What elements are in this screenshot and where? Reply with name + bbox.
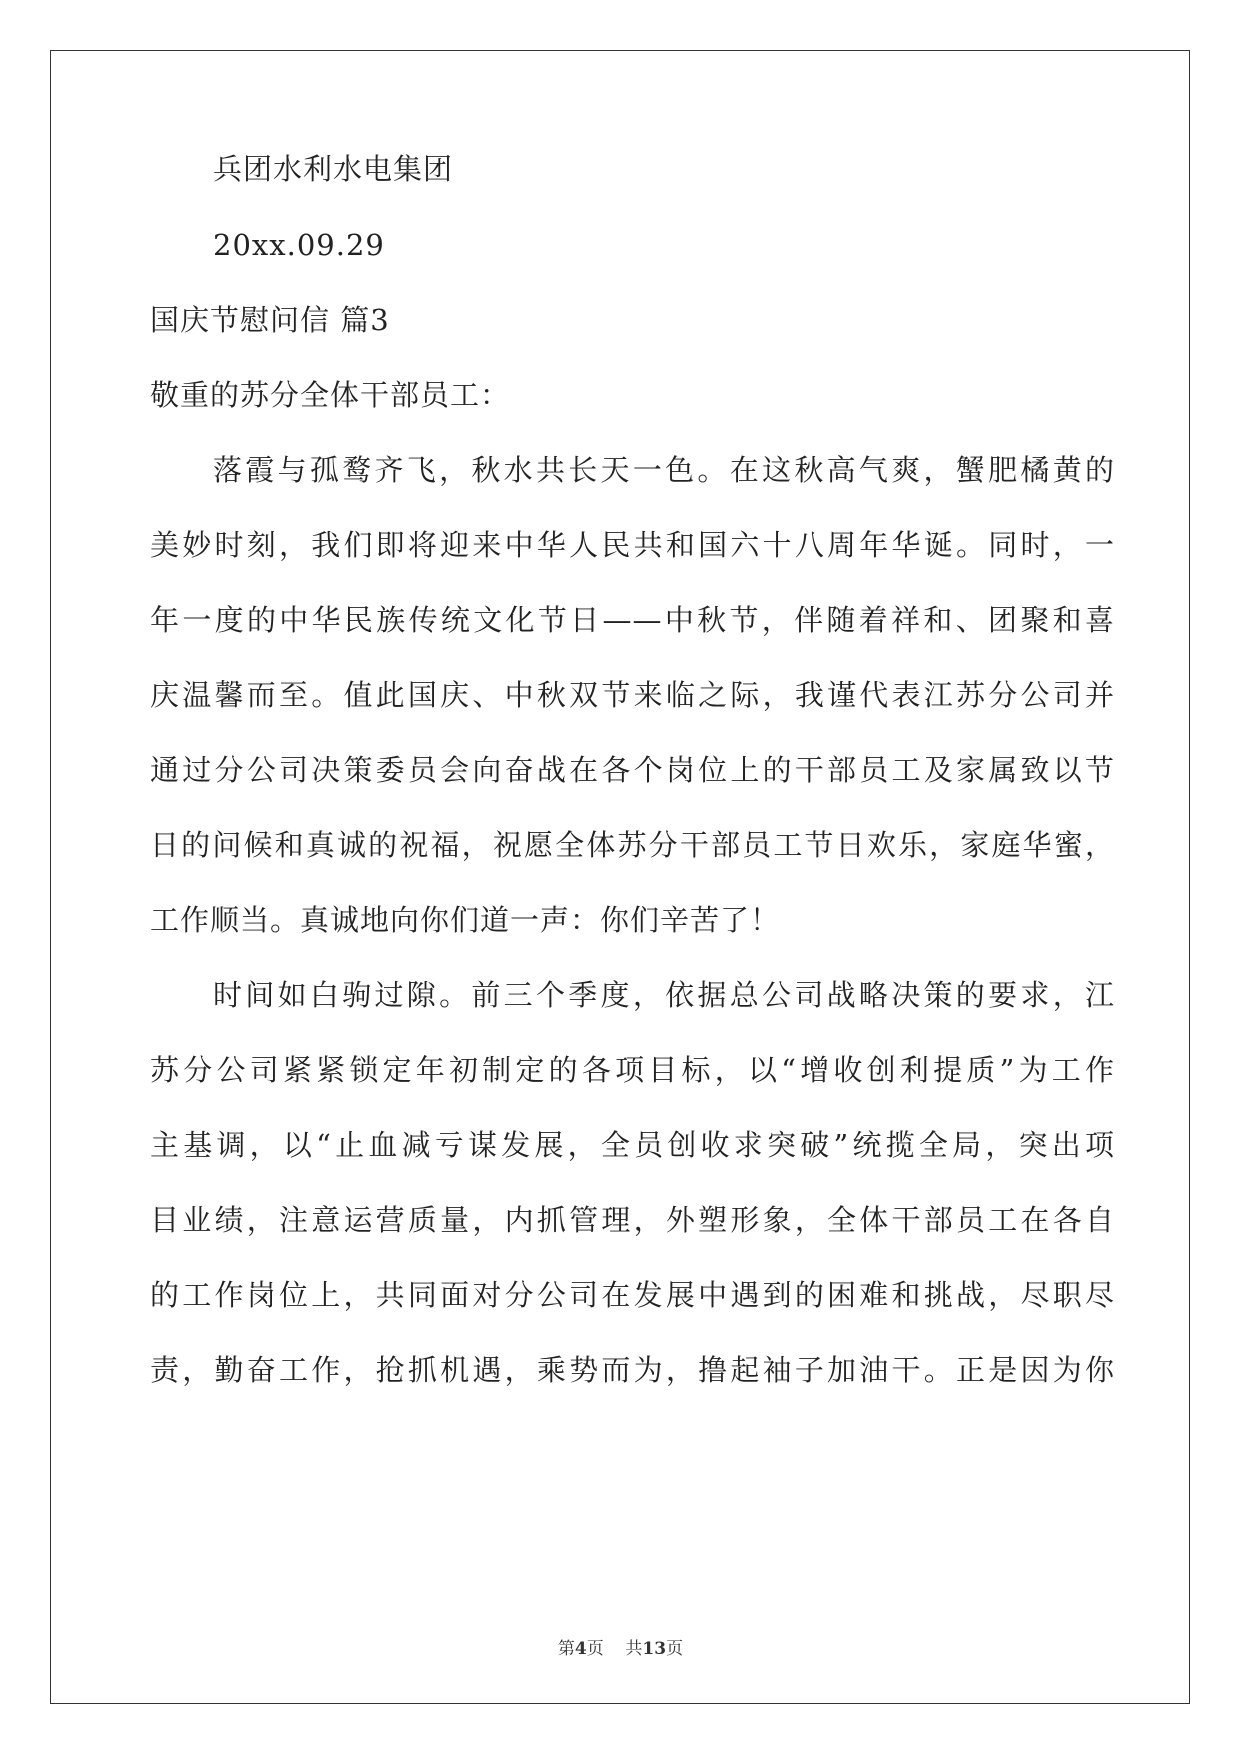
paragraph-line: 落霞与孤鹜齐飞，秋水共长天一色。在这秋高气爽，蟹肥橘黄的 <box>213 453 1115 487</box>
footer-total-prefix: 共 <box>625 1639 643 1659</box>
paragraph-line: 日的问候和真诚的祝福，祝愿全体苏分干部员工节日欢乐，家庭华蜜， <box>150 828 1115 862</box>
footer-page-suffix: 页 <box>586 1639 604 1659</box>
paragraph-line: 责，勤奋工作，抢抓机遇，乘势而为，撸起袖子加油干。正是因为你 <box>150 1353 1115 1387</box>
paragraph-line: 美妙时刻，我们即将迎来中华人民共和国六十八周年华诞。同时，一 <box>150 528 1115 562</box>
section-heading: 国庆节慰问信 篇3 <box>150 303 390 337</box>
footer-prefix: 第 <box>557 1639 575 1659</box>
current-page-number: 4 <box>574 1639 587 1659</box>
page-border <box>50 50 1190 1704</box>
paragraph-line: 的工作岗位上，共同面对分公司在发展中遇到的困难和挑战，尽职尽 <box>150 1278 1115 1312</box>
page-footer <box>0 1634 1241 1659</box>
paragraph-line: 目业绩，注意运营质量，内抓管理，外塑形象，全体干部员工在各自 <box>150 1203 1115 1237</box>
paragraph-line: 时间如白驹过隙。前三个季度，依据总公司战略决策的要求，江 <box>213 978 1115 1012</box>
paragraph-line: 苏分公司紧紧锁定年初制定的各项目标，以“增收创利提质”为工作 <box>150 1053 1115 1087</box>
signature-date: 20xx.09.29 <box>213 228 385 262</box>
paragraph-line: 主基调，以“止血减亏谋发展，全员创收求突破”统揽全局，突出项 <box>150 1128 1115 1162</box>
footer-total-suffix: 页 <box>666 1639 684 1659</box>
paragraph-line: 通过分公司决策委员会向奋战在各个岗位上的干部员工及家属致以节 <box>150 753 1115 787</box>
total-page-count: 13 <box>642 1639 667 1659</box>
paragraph-line: 工作顺当。真诚地向你们道一声：你们辛苦了！ <box>150 903 781 937</box>
salutation: 敬重的苏分全体干部员工： <box>150 378 511 412</box>
paragraph-line: 年一度的中华民族传统文化节日——中秋节，伴随着祥和、团聚和喜 <box>150 603 1115 637</box>
signature-organization: 兵团水利水电集团 <box>213 152 454 186</box>
paragraph-line: 庆温馨而至。值此国庆、中秋双节来临之际，我谨代表江苏分公司并 <box>150 678 1115 712</box>
